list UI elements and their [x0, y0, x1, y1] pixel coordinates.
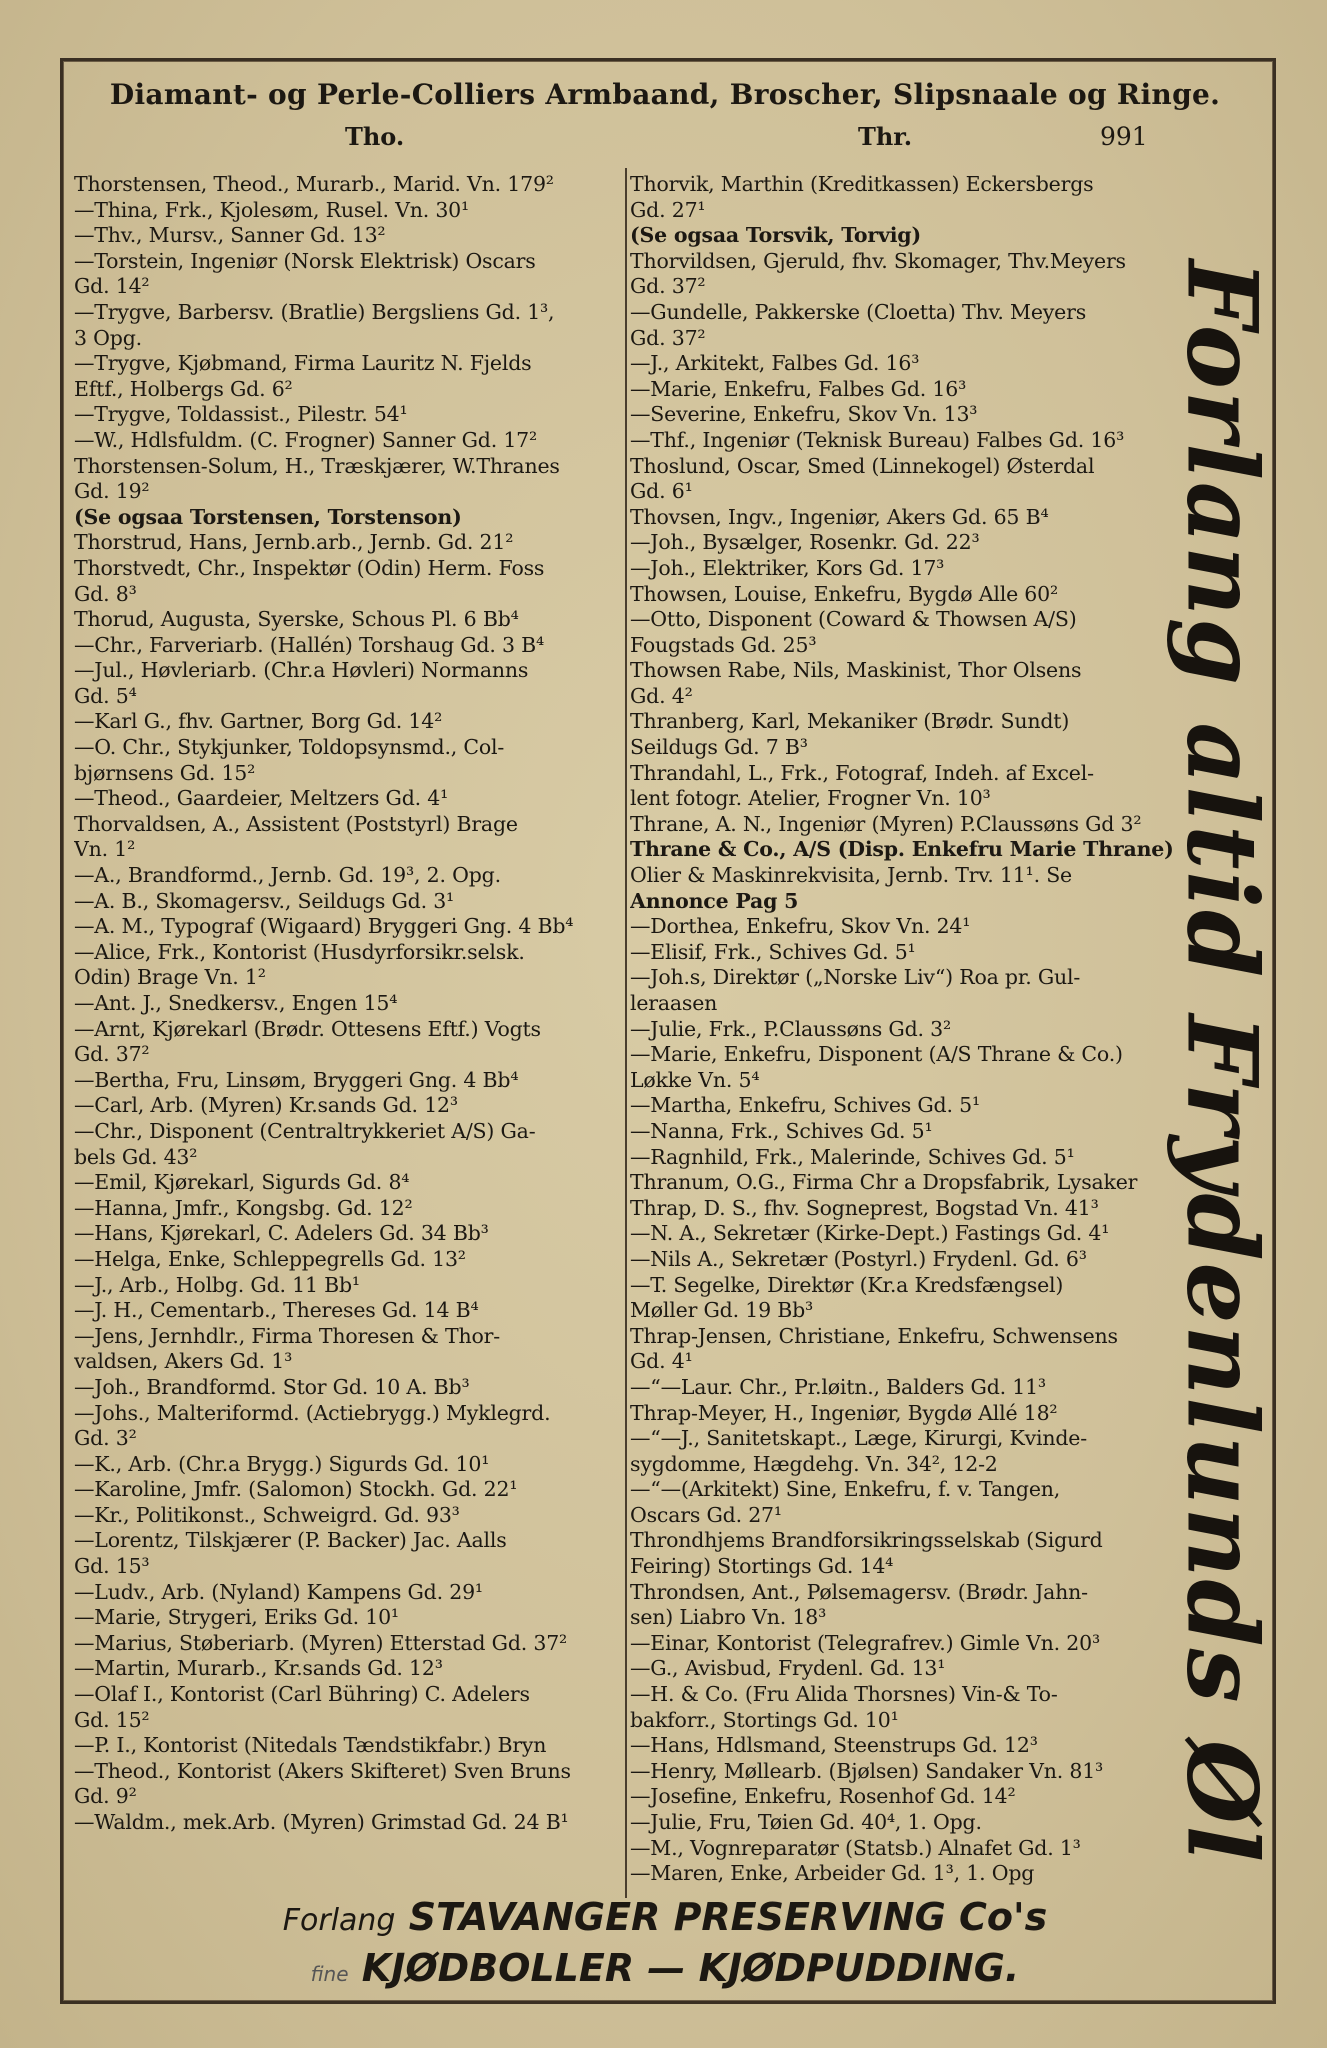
- directory-entry-line: —“—J., Sanitetskapt., Læge, Kirurgi, Kvinde-: [630, 1426, 1087, 1451]
- directory-entry-line: —Josefine, Enkefru, Rosenhof Gd. 14²: [630, 1784, 1016, 1809]
- directory-entry-line: —Thv., Mursv., Sanner Gd. 13²: [74, 223, 386, 248]
- directory-entry-line: —Olaf I., Kontorist (Carl Bühring) C. Adelers: [74, 1682, 530, 1707]
- directory-entry-line: bakforr., Stortings Gd. 10¹: [630, 1707, 899, 1732]
- directory-entry-line: —A., Brandformd., Jernb. Gd. 19³, 2. Opg.: [74, 863, 501, 888]
- directory-entry-line: Feiring) Stortings Gd. 14⁴: [630, 1554, 894, 1579]
- page-number: 991: [1100, 122, 1148, 151]
- header-left: Tho.: [345, 122, 405, 151]
- directory-entry-line: —W., Hdlsfuldm. (C. Frogner) Sanner Gd. 17²: [74, 427, 538, 452]
- directory-entry-line: —Marius, Støberiarb. (Myren) Etterstad Gd. 37²: [74, 1630, 568, 1655]
- directory-entry-line: —Julie, Frk., P.Claussøns Gd. 3²: [630, 1016, 952, 1041]
- directory-entry-line: Gd. 8³: [74, 581, 137, 606]
- directory-entry-line: —J. H., Cementarb., Thereses Gd. 14 B⁴: [74, 1298, 479, 1323]
- directory-entry-line: Gd. 15³: [74, 1554, 150, 1579]
- directory-entry-line: Gd. 15²: [74, 1707, 150, 1732]
- directory-entry-line: Gd. 6¹: [630, 479, 693, 504]
- directory-entry-line: Thrane & Co., A/S (Disp. Enkefru Marie Thrane): [630, 837, 1174, 862]
- bottom-ad-line-1: [70, 1895, 1260, 1939]
- directory-entry-line: —Marie, Strygeri, Eriks Gd. 10¹: [74, 1605, 399, 1630]
- directory-entry-line: Thorvaldsen, A., Assistent (Poststyrl) Brage: [74, 811, 518, 836]
- directory-entry-line: Fougstads Gd. 25³: [630, 632, 817, 657]
- directory-entry-line: —Johs., Malteriformd. (Actiebrygg.) Myklegrd.: [74, 1400, 551, 1425]
- directory-entry-line: Thranberg, Karl, Mekaniker (Brødr. Sundt): [630, 709, 1070, 734]
- directory-entry-line: —Trygve, Kjøbmand, Firma Lauritz N. Fjelds: [74, 351, 532, 376]
- directory-entry-line: bels Gd. 43²: [74, 1144, 198, 1169]
- directory-entry-line: Thrane, A. N., Ingeniør (Myren) P.Claussøns Gd 3²: [630, 811, 1142, 836]
- directory-entry-line: Oscars Gd. 27¹: [630, 1502, 782, 1527]
- directory-entry-line: —Joh.s, Direktør („Norske Liv“) Roa pr. Gul-: [630, 965, 1081, 990]
- directory-entry-line: —Thf., Ingeniør (Teknisk Bureau) Falbes Gd. 16³: [630, 427, 1125, 452]
- directory-entry-line: —Joh., Bysælger, Rosenkr. Gd. 22³: [630, 530, 980, 555]
- directory-entry-line: sygdomme, Hægdehg. Vn. 34², 12-2: [630, 1451, 998, 1476]
- directory-entry-line: —Karl G., fhv. Gartner, Borg Gd. 14²: [74, 709, 443, 734]
- directory-entry-line: —Marie, Enkefru, Disponent (A/S Thrane & Co.): [630, 1042, 1123, 1067]
- directory-entry-line: Thranum, O.G., Firma Chr a Dropsfabrik, Lysaker: [630, 1170, 1138, 1195]
- directory-entry-line: —Chr., Farveriarb. (Hallén) Torshaug Gd. 3 B⁴: [74, 632, 545, 657]
- directory-entry-line: Annonce Pag 5: [630, 888, 799, 913]
- directory-entry-line: —Ant. J., Snedkersv., Engen 15⁴: [74, 991, 398, 1015]
- directory-entry-line: Thorstensen, Theod., Murarb., Marid. Vn. 179²: [74, 172, 554, 196]
- bottom-ad-line-1-main: STAVANGER PRESERVING Co's: [408, 1895, 1048, 1939]
- directory-entry-line: Eftf., Holbergs Gd. 6²: [74, 376, 293, 401]
- directory-entry-line: Thowsen Rabe, Nils, Maskinist, Thor Olsens: [630, 658, 1082, 683]
- directory-entry-line: —Hanna, Jmfr., Kongsbg. Gd. 12²: [74, 1195, 413, 1220]
- directory-entry-line: Gd. 37²: [630, 325, 706, 350]
- directory-entry-line: —Emil, Kjørekarl, Sigurds Gd. 8⁴: [74, 1170, 410, 1195]
- directory-entry-line: Thovsen, Ingv., Ingeniør, Akers Gd. 65 B⁴: [630, 504, 1049, 529]
- directory-entry-line: Odin) Brage Vn. 1²: [74, 965, 266, 990]
- directory-entry-line: —O. Chr., Stykjunker, Toldopsynsmd., Col-: [74, 735, 505, 760]
- directory-entry-line: bjørnsens Gd. 15²: [74, 760, 256, 785]
- directory-entry-line: —Waldm., mek.Arb. (Myren) Grimstad Gd. 24 B¹: [74, 1810, 569, 1834]
- directory-entry-line: leraasen: [630, 991, 718, 1015]
- directory-entry-line: Thorstensen-Solum, H., Træskjærer, W.Thranes: [74, 453, 560, 478]
- directory-entry-line: Thorstvedt, Chr., Inspektør (Odin) Herm. Foss: [74, 555, 545, 580]
- directory-entry-line: —Thina, Frk., Kjolesøm, Rusel. Vn. 30¹: [74, 197, 470, 222]
- directory-entry-line: Seildugs Gd. 7 B³: [630, 735, 808, 760]
- directory-entry-line: —Hans, Kjørekarl, C. Adelers Gd. 34 Bb³: [74, 1221, 489, 1246]
- directory-entry-line: sen) Liabro Vn. 18³: [630, 1605, 827, 1630]
- bottom-ad-line-2-small: fine: [310, 1962, 349, 1986]
- directory-entry-line: —J., Arkitekt, Falbes Gd. 16³: [630, 351, 920, 376]
- directory-entry-line: —A. B., Skomagersv., Seildugs Gd. 3¹: [74, 888, 455, 913]
- directory-entry-line: —Einar, Kontorist (Telegrafrev.) Gimle Vn. 20³: [630, 1630, 1101, 1655]
- directory-entry-line: —Otto, Disponent (Coward & Thowsen A/S): [630, 607, 1077, 632]
- directory-entry-line: —Arnt, Kjørekarl (Brødr. Ottesens Eftf.) Vogts: [74, 1016, 541, 1041]
- directory-entry-line: Gd. 4²: [630, 683, 693, 708]
- bottom-ad-line-2-main: KJØDBOLLER — KJØDPUDDING.: [361, 1946, 1020, 1990]
- directory-entry-line: —Helga, Enke, Schleppegrells Gd. 13²: [74, 1246, 466, 1271]
- directory-entry-line: Gd. 9²: [74, 1784, 137, 1809]
- directory-entry-line: —Gundelle, Pakkerske (Cloetta) Thv. Meyers: [630, 299, 1087, 324]
- directory-entry-line: Throndhjems Brandforsikringsselskab (Sigurd: [630, 1528, 1103, 1553]
- directory-entry-line: —Julie, Fru, Tøien Gd. 40⁴, 1. Opg.: [630, 1810, 982, 1834]
- directory-entry-line: —Lorentz, Tilskjærer (P. Backer) Jac. Aalls: [74, 1528, 507, 1553]
- directory-entry-line: —N. A., Sekretær (Kirke-Dept.) Fastings Gd. 4¹: [630, 1221, 1110, 1246]
- bottom-ad-line-1-small: Forlang: [282, 1903, 396, 1938]
- directory-entry-line: Thrap, D. S., fhv. Sogneprest, Bogstad Vn. 41³: [630, 1195, 1099, 1220]
- column-divider: [625, 168, 627, 1898]
- directory-entry-line: —Chr., Disponent (Centraltrykkeriet A/S) Ga-: [74, 1118, 536, 1143]
- directory-entry-line: (Se ogsaa Torsvik, Torvig): [630, 223, 921, 248]
- directory-entry-line: Løkke Vn. 5⁴: [630, 1067, 760, 1092]
- directory-entry-line: Gd. 19²: [74, 479, 150, 504]
- directory-entry-line: —Trygve, Toldassist., Pilestr. 54¹: [74, 402, 408, 427]
- directory-entry-line: —Joh., Elektriker, Kors Gd. 17³: [630, 555, 945, 580]
- directory-entry-line: —K., Arb. (Chr.a Brygg.) Sigurds Gd. 10¹: [74, 1451, 490, 1476]
- directory-entry-line: 3 Opg.: [74, 325, 142, 350]
- directory-entry-line: valdsen, Akers Gd. 1³: [74, 1349, 293, 1374]
- directory-entry-line: —Nanna, Frk., Schives Gd. 5¹: [630, 1118, 933, 1143]
- directory-entry-line: Thrap-Meyer, H., Ingeniør, Bygdø Allé 18²: [630, 1400, 1058, 1425]
- directory-entry-line: Thrandahl, L., Frk., Fotograf, Indeh. af Excel-: [630, 760, 1094, 785]
- directory-entry-line: Thrap-Jensen, Christiane, Enkefru, Schwensens: [630, 1323, 1118, 1348]
- directory-entry-line: —J., Arb., Holbg. Gd. 11 Bb¹: [74, 1272, 360, 1297]
- directory-entry-line: —T. Segelke, Direktør (Kr.a Kredsfængsel): [630, 1272, 1064, 1297]
- directory-entry-line: Gd. 37²: [74, 1042, 150, 1067]
- directory-entry-line: —Ludv., Arb. (Nyland) Kampens Gd. 29¹: [74, 1579, 483, 1604]
- directory-entry-line: —Severine, Enkefru, Skov Vn. 13³: [630, 402, 978, 427]
- directory-entry-line: —Jens, Jernhdlr., Firma Thoresen & Thor-: [74, 1323, 500, 1348]
- directory-entry-line: —Marie, Enkefru, Falbes Gd. 16³: [630, 376, 967, 401]
- directory-entry-line: Olier & Maskinrekvisita, Jernb. Trv. 11¹. Se: [630, 863, 1072, 888]
- directory-entry-line: Thorvildsen, Gjeruld, fhv. Skomager, Thv.Meyers: [630, 248, 1126, 273]
- directory-entry-line: —H. & Co. (Fru Alida Thorsnes) Vin-& To-: [630, 1682, 1058, 1707]
- directory-entry-line: Throndsen, Ant., Pølsemagersv. (Brødr. Jahn-: [630, 1579, 1088, 1604]
- directory-entry-line: —Karoline, Jmfr. (Salomon) Stockh. Gd. 22¹: [74, 1477, 518, 1502]
- directory-entry-line: —A. M., Typograf (Wigaard) Bryggeri Gng. 4 Bb⁴: [74, 914, 574, 939]
- directory-entry-line: —Ragnhild, Frk., Malerinde, Schives Gd. 5¹: [630, 1144, 1075, 1169]
- directory-entry-line: Thoslund, Oscar, Smed (Linnekogel) Østerdal: [630, 453, 1095, 478]
- directory-entry-line: —Elisif, Frk., Schives Gd. 5¹: [630, 939, 916, 964]
- directory-entry-line: Møller Gd. 19 Bb³: [630, 1298, 814, 1323]
- directory-entry-line: —Theod., Gaardeier, Meltzers Gd. 4¹: [74, 786, 449, 811]
- bottom-ad-line-2: [70, 1946, 1260, 1990]
- directory-entry-line: —M., Vognreparatør (Statsb.) Alnafet Gd. 1³: [630, 1835, 1081, 1860]
- directory-entry-line: —Bertha, Fru, Linsøm, Bryggeri Gng. 4 Bb⁴: [74, 1067, 519, 1092]
- directory-entry-line: Thorstrud, Hans, Jernb.arb., Jernb. Gd. 21²: [74, 530, 514, 555]
- directory-entry-line: —Henry, Møllearb. (Bjølsen) Sandaker Vn. 81³: [630, 1758, 1104, 1783]
- directory-entry-line: lent fotogr. Atelier, Frogner Vn. 10³: [630, 786, 991, 811]
- header-right: Thr.: [858, 122, 913, 151]
- directory-entry-line: —“—(Arkitekt) Sine, Enkefru, f. v. Tangen,: [630, 1477, 1061, 1502]
- directory-entry-line: —Carl, Arb. (Myren) Kr.sands Gd. 12³: [74, 1093, 458, 1118]
- directory-entry-line: —Jul., Høvleriarb. (Chr.a Høvleri) Normanns: [74, 658, 529, 683]
- directory-entry-line: —Joh., Brandformd. Stor Gd. 10 A. Bb³: [74, 1374, 470, 1399]
- directory-entry-line: —Martin, Murarb., Kr.sands Gd. 12³: [74, 1656, 443, 1681]
- vertical-advertisement: Forlang altid Frydenlunds Øl: [1165, 259, 1279, 1865]
- directory-entry-line: —Nils A., Sekretær (Postyrl.) Frydenl. Gd. 6³: [630, 1246, 1087, 1271]
- directory-entry-line: —P. I., Kontorist (Nitedals Tændstikfabr.) Bryn: [74, 1733, 547, 1758]
- directory-entry-line: Gd. 3²: [74, 1426, 137, 1451]
- directory-entry-line: Gd. 14²: [74, 274, 150, 299]
- directory-entry-line: Thorud, Augusta, Syerske, Schous Pl. 6 Bb⁴: [74, 607, 519, 632]
- directory-entry-line: Vn. 1²: [74, 837, 136, 862]
- directory-entry-line: —“—Laur. Chr., Pr.løitn., Balders Gd. 11³: [630, 1374, 1046, 1399]
- page-banner: Diamant- og Perle-Colliers Armbaand, Broscher, Slipsnaale og Ringe.: [109, 78, 1221, 111]
- directory-entry-line: —Dorthea, Enkefru, Skov Vn. 24¹: [630, 914, 971, 939]
- directory-entry-line: —Martha, Enkefru, Schives Gd. 5¹: [630, 1093, 980, 1118]
- left-column: [74, 172, 622, 1836]
- right-column: [630, 172, 1182, 1887]
- directory-entry-line: Gd. 5⁴: [74, 683, 137, 708]
- directory-entry-line: —Torstein, Ingeniør (Norsk Elektrisk) Oscars: [74, 248, 536, 273]
- directory-entry-line: Thowsen, Louise, Enkefru, Bygdø Alle 60²: [630, 581, 1059, 606]
- directory-entry-line: (Se ogsaa Torstensen, Torstenson): [74, 504, 462, 529]
- directory-entry-line: Gd. 27¹: [630, 197, 706, 222]
- directory-entry-line: —Hans, Hdlsmand, Steenstrups Gd. 12³: [630, 1733, 1038, 1758]
- directory-entry-line: —Maren, Enke, Arbeider Gd. 1³, 1. Opg: [630, 1861, 1035, 1886]
- directory-entry-line: —Alice, Frk., Kontorist (Husdyrforsikr.selsk.: [74, 939, 525, 964]
- directory-entry-line: —Kr., Politikonst., Schweigrd. Gd. 93³: [74, 1502, 460, 1527]
- directory-entry-line: Gd. 4¹: [630, 1349, 693, 1374]
- directory-entry-line: —Theod., Kontorist (Akers Skifteret) Sven Bruns: [74, 1758, 571, 1783]
- directory-entry-line: —Trygve, Barbersv. (Bratlie) Bergsliens Gd. 1³,: [74, 299, 555, 324]
- directory-entry-line: —G., Avisbud, Frydenl. Gd. 13¹: [630, 1656, 946, 1681]
- directory-entry-line: Thorvik, Marthin (Kreditkassen) Eckersbergs: [630, 172, 1094, 196]
- directory-entry-line: Gd. 37²: [630, 274, 706, 299]
